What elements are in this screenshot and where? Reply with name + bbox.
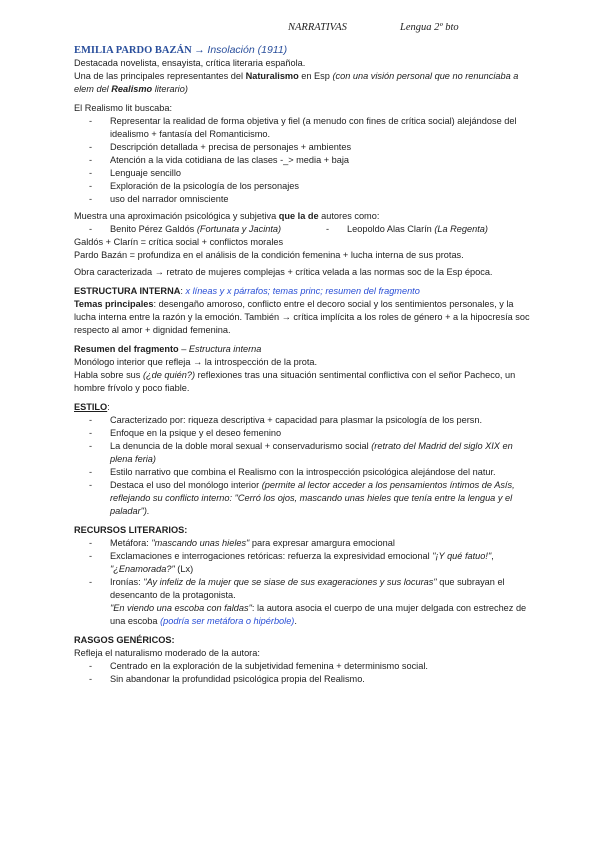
- list-item: - Centrado en la exploración de la subjetividad femenina + determinismo social.: [89, 661, 428, 671]
- obra-line: Obra caracterizada → retrato de mujeres complejas + crítica velada a las normas soc de la Esp época.: [74, 267, 493, 277]
- resumen-heading: Resumen del fragmento – Estructura interna: [74, 344, 262, 354]
- estilo-list: [74, 414, 534, 518]
- galdos-line: Galdós + Clarín = crítica social + conflictos morales: [74, 237, 284, 247]
- realismo-list: [74, 115, 534, 206]
- list-item: - Lenguaje sencillo: [89, 168, 182, 178]
- list-item: - Sin abandonar la profundidad psicológica propia del Realismo.: [89, 674, 365, 684]
- list-item: - Caracterizado por: riqueza descriptiva + capacidad para plasmar la psicología de los persn.: [89, 415, 483, 425]
- list-item: - Destaca el uso del monólogo interior (permite al lector acceder a los pensamientos íntimos de Asís, reflejando su conflicto interno: "Cerró los ojos, mascando unas hieles que tenía entre la lengua y el paladar").: [89, 480, 515, 516]
- author-clarin: Leopoldo Alas Clarín (La Regenta): [347, 224, 488, 234]
- header-subject: NARRATIVAS: [288, 22, 347, 33]
- pardo-line: Pardo Bazán = profundiza en el análisis de la condición femenina + lucha interna de sus protas.: [74, 250, 464, 260]
- intro-paragraph: Una de las principales representantes del Naturalismo en Esp (con una visión personal que no renunciaba a elem del Realismo literario): [74, 71, 519, 94]
- temas-paragraph: Temas principales: desengaño amoroso, conflicto entre el decoro social y los sentimientos personales, y la lucha interna entre la razón y la emoción. También → crítica implícita a los roles de género + a la hipocresía soc respecto al amor + dignidad femenina.: [74, 299, 530, 335]
- intro-line: Destacada novelista, ensayista, crítica literaria española.: [74, 58, 306, 68]
- list-item: - Estilo narrativo que combina el Realismo con la introspección psicológica alejándose del natur.: [89, 467, 496, 477]
- estilo-heading: ESTILO:: [74, 402, 110, 412]
- rasgos-list: [74, 660, 534, 686]
- list-item: - Metáfora: "mascando unas hieles" para expresar amargura emocional: [89, 538, 395, 548]
- document-body: [74, 44, 534, 686]
- rasgos-intro: Refleja el naturalismo moderado de la autora:: [74, 648, 260, 658]
- recursos-list: [74, 537, 534, 628]
- estructura-heading: ESTRUCTURA INTERNA: x líneas y x párrafos; temas princ; resumen del fragmento: [74, 286, 420, 296]
- page-title: EMILIA PARDO BAZÁN → Insolación (1911): [74, 44, 288, 56]
- page-header: [0, 22, 600, 36]
- realismo-heading: El Realismo lit buscaba:: [74, 103, 173, 113]
- list-item: - Enfoque en la psique y el deseo femenino: [89, 428, 282, 438]
- list-item: - La denuncia de la doble moral sexual + conservadurismo social (retrato del Madrid del siglo XIX en plena feria): [89, 441, 513, 464]
- list-item: - Exploración de la psicología de los personajes: [89, 181, 299, 191]
- list-item: - Representar la realidad de forma objetiva y fiel (a menudo con fines de crítica social) alejándose del idealismo + fantasía del Romanticismo.: [89, 116, 517, 139]
- list-item: - Atención a la vida cotidiana de las clases -_> media + baja: [89, 155, 350, 165]
- header-course: Lengua 2º bto: [400, 22, 459, 33]
- list-item: - Ironías: "Ay infeliz de la mujer que se siase de sus exageraciones y sus locuras" que subrayan el desencanto de la protagonista. "En viendo una escoba con faldas": la autora asocia el cuerpo de una mujer delgada con estrechez de una escoba (podría ser metáfora o hipérbole).: [89, 577, 527, 626]
- aproximacion-line: Muestra una aproximación psicológica y subjetiva que la de autores como:: [74, 211, 380, 221]
- list-item: - uso del narrador omnisciente: [89, 194, 229, 204]
- recursos-heading: RECURSOS LITERARIOS:: [74, 525, 188, 535]
- list-item: - Exclamaciones e interrogaciones retóricas: refuerza la expresividad emocional "¡Y qué fatuo!", "¿Enamorada?" (Lx): [89, 551, 494, 574]
- work-title: Insolación (1911): [207, 44, 288, 56]
- resumen-paragraph: Habla sobre sus (¿de quién?) reflexiones tras una situación sentimental conflictiva con el señor Pacheco, un hombre frívolo y poco fiable.: [74, 370, 516, 393]
- authors-row: - Benito Pérez Galdós (Fortunata y Jacinta) - Leopoldo Alas Clarín (La Regenta): [89, 224, 488, 234]
- list-item: - Descripción detallada + precisa de personajes + ambientes: [89, 142, 352, 152]
- author-galdos: Benito Pérez Galdós (Fortunata y Jacinta): [110, 224, 282, 234]
- rasgos-heading: RASGOS GENÉRICOS:: [74, 635, 175, 645]
- resumen-line: Monólogo interior que refleja → la introspección de la prota.: [74, 357, 318, 367]
